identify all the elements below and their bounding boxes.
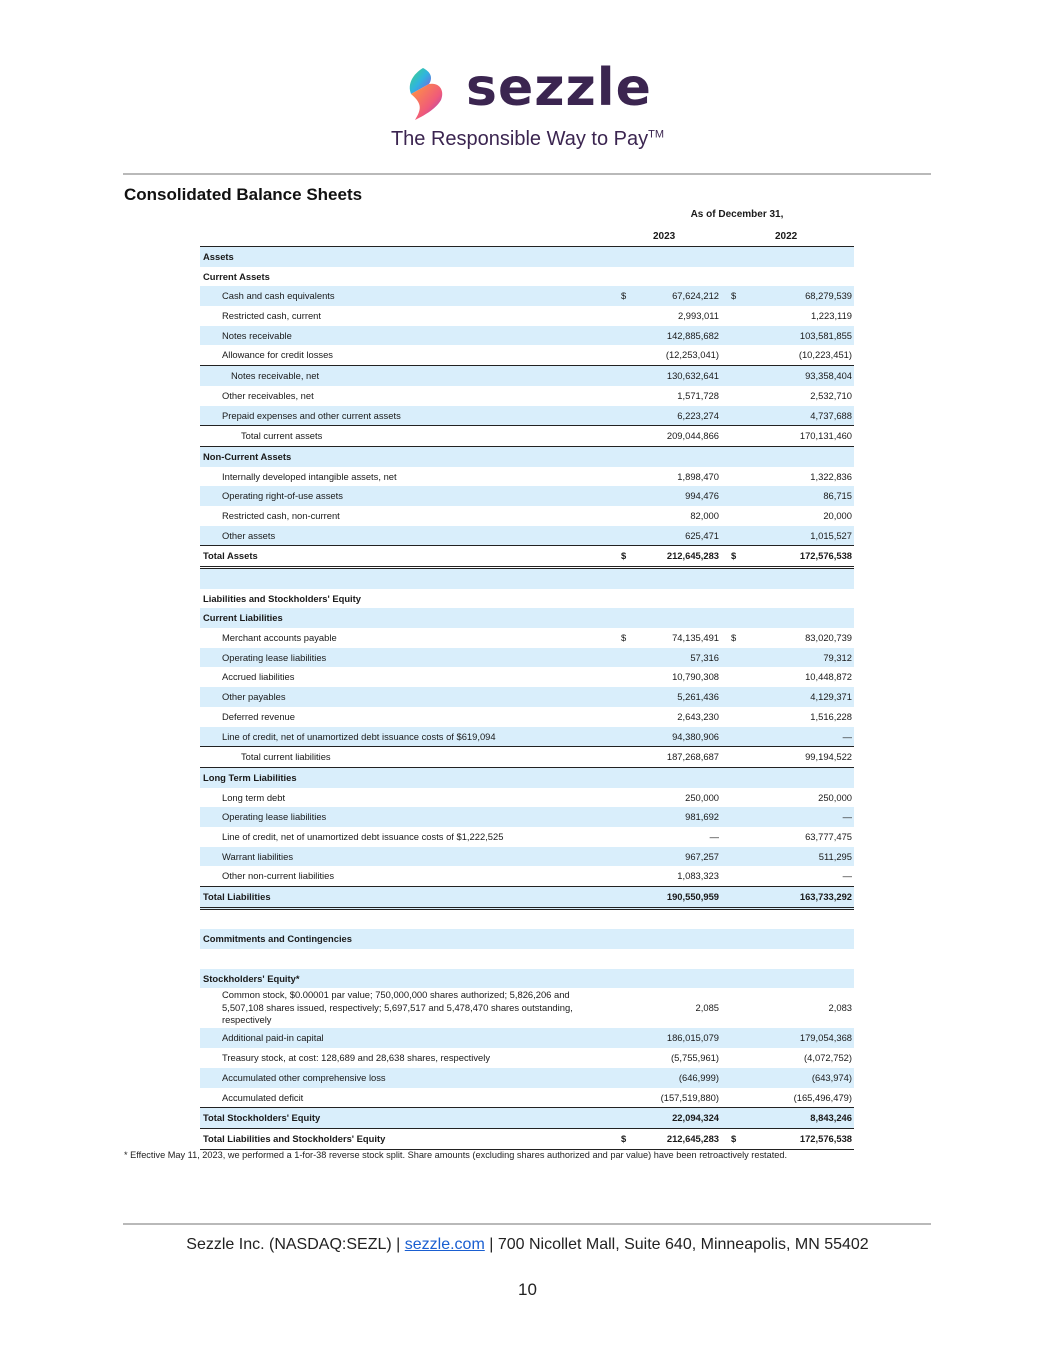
footer-address: | 700 Nicollet Mall, Suite 640, Minneapolis, MN 55402 [489,1236,869,1253]
footer-company: Sezzle Inc. (NASDAQ:SEZL) | [186,1236,401,1253]
footer-divider [123,1223,931,1225]
subtotal-row: Total current liabilities 187,268,687 99,194,522 [200,747,854,768]
year-2022-header: 2022 [775,231,798,242]
table-row: Operating lease liabilities 57,316 79,312 [200,648,854,668]
section-row-stockholders-equity: Stockholders' Equity* [200,969,854,989]
table-row: Restricted cash, non-current 82,000 20,000 [222,509,852,521]
table-row: Restricted cash, current 2,993,011 1,223,119 [222,310,852,322]
table-row: Accumulated other comprehensive loss (646,999) (643,974) [200,1068,854,1088]
header-logo [0,60,1055,160]
brand-wordmark: sezzle [466,58,652,118]
table-row: Notes receivable 142,885,682 103,581,855 [200,326,854,346]
table-row: Treasury stock, at cost: 128,689 and 28,638 shares, respectively (5,755,961) (4,072,752) [222,1052,852,1064]
table-row: Operating right-of-use assets 994,476 86,715 [200,486,854,506]
table-row: Deferred revenue 2,643,230 1,516,228 [222,710,852,722]
spacer-row [200,569,854,589]
sezzle-logo-icon [403,64,455,124]
section-row-assets: Assets [200,246,854,267]
balance-sheet-table [200,246,854,1150]
table-row: Other non-current liabilities 1,083,323 — [200,866,854,887]
footnote: * Effective May 11, 2023, we performed a 1-for-38 reverse stock split. Share amounts (excluding shares authorized and par value) have been retroactively restated. [124,1150,788,1160]
table-row: Accrued liabilities 10,790,308 10,448,872 [222,671,852,683]
table-row: Prepaid expenses and other current assets 6,223,274 4,737,688 [200,406,854,427]
spacer-row [200,949,854,969]
subtotal-row: Total current assets 209,044,866 170,131,460 [200,426,854,447]
table-row: Merchant accounts payable $ 74,135,491 $ 83,020,739 [222,632,852,644]
footer-website-link[interactable]: sezzle.com [404,1236,485,1253]
section-row-current-assets: Current Assets [203,270,270,282]
year-2023-header: 2023 [653,231,676,242]
table-row: Line of credit, net of unamortized debt issuance costs of $619,094 94,380,906 — [200,727,854,748]
section-row-liabilities-equity: Liabilities and Stockholders' Equity [203,592,361,604]
table-row: Cash and cash equivalents $ 67,624,212 $ 68,279,539 [200,286,854,306]
table-row: Operating lease liabilities 981,692 — [200,807,854,827]
table-row: Other assets 625,471 1,015,527 [200,526,854,547]
table-row: Allowance for credit losses (12,253,041) (10,223,451) [200,345,854,366]
table-row: Additional paid-in capital 186,015,079 179,054,368 [200,1028,854,1048]
table-row: Internally developed intangible assets, net 1,898,470 1,322,836 [222,470,852,482]
header-divider [123,173,931,175]
total-row-assets: Total Assets $ 212,645,283 $ 172,576,538 [200,546,854,569]
total-row-liabilities: Total Liabilities 190,550,959 163,733,292 [200,887,854,910]
table-row: Long term debt 250,000 250,000 [222,791,852,803]
table-row: Line of credit, net of unamortized debt issuance costs of $1,222,525 — 63,777,475 [222,830,852,842]
spacer-row [200,910,854,930]
as-of-header: As of December 31, [690,209,784,220]
section-row-non-current-assets: Non-Current Assets [200,447,854,467]
tagline: The Responsible Way to Pay™ [390,128,665,150]
total-row-liabilities-equity: Total Liabilities and Stockholders' Equity $ 212,645,283 $ 172,576,538 [200,1129,854,1150]
table-row: Warrant liabilities 967,257 511,295 [200,847,854,867]
table-row: Common stock, $0.00001 par value; 750,000,000 shares authorized; 5,826,206 and 5,507,108 shares issued, respectively; 5,697,517 and 5,478,470 shares outstanding, respectively 2,085 2,083 [222,989,852,1026]
table-row: Notes receivable, net 130,632,641 93,358,404 [200,366,854,386]
section-row-long-term-liabilities: Long Term Liabilities [200,768,854,788]
total-row-stockholders-equity: Total Stockholders' Equity 22,094,324 8,843,246 [200,1108,854,1129]
page-number: 10 [518,1280,537,1299]
table-row: Other payables 5,261,436 4,129,371 [200,687,854,707]
page-title: Consolidated Balance Sheets [124,185,363,204]
section-row-commitments: Commitments and Contingencies [200,929,854,949]
table-row: Other receivables, net 1,571,728 2,532,710 [222,389,852,401]
footer [0,1236,1055,1254]
section-row-current-liabilities: Current Liabilities [200,608,854,628]
table-row: Accumulated deficit (157,519,880) (165,496,479) [200,1088,854,1109]
